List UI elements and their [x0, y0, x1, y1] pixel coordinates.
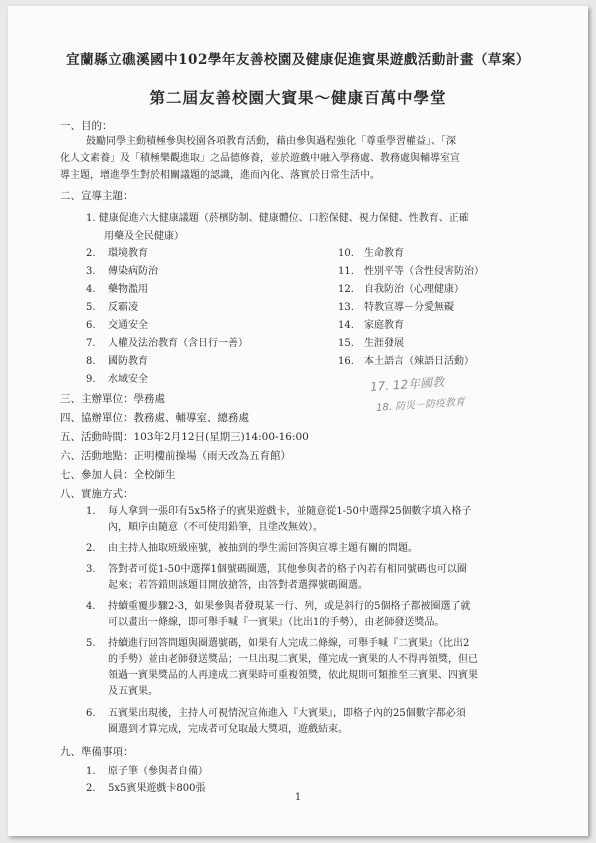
- method-step: 1. 每人拿到一張印有5x5格子的賓果遊戲卡，並隨意從1-50中選擇25個數字填入格子 內，順序由隨意（不可使用鉛筆，且塗改無效）。: [86, 506, 472, 533]
- section-purpose-heading: 一、目的：: [60, 120, 113, 132]
- co-organizer: 四、協辦單位：教務處、輔導室、總務處: [60, 412, 249, 424]
- method-step: 4. 持續重覆步驟2-3，如果參與者發現某一行、列，或是斜行的5個格子都被圈選了就 可以畫出一條線，即可舉手喊『一賓果』（比出1的手勢），由老師發送獎品。: [86, 601, 471, 628]
- method-step: 2. 由主持人抽取班級座號，被抽到的學生需回答與宣導主題有關的問題。: [86, 543, 418, 554]
- event-time: 五、活動時間：103年2月12日(星期三)14:00-16:00: [60, 431, 309, 443]
- section-method-heading: 八、實施方式：: [60, 488, 134, 500]
- event-location: 六、活動地點：正明樓前操場（雨天改為五育館）: [60, 450, 291, 462]
- purpose-line-1: 鼓勵同學主動積極參與校園各項教育活動，藉由參與過程強化「尊重學習權益」、「深: [86, 136, 456, 147]
- topic-item: 16. 本土語言（辣語日活動）: [338, 356, 474, 367]
- organizer: 三、主辦單位：學務處: [60, 393, 165, 405]
- topic-item: 10. 生命教育: [338, 248, 404, 259]
- document-page: [8, 6, 588, 836]
- topic-item: 4. 藥物濫用: [86, 284, 148, 295]
- topic-item: 3. 傳染病防治: [86, 266, 158, 277]
- topic-item: 11. 性別平等（含性侵害防治）: [338, 266, 484, 277]
- document-title: 宜蘭縣立礁溪國中102學年友善校園及健康促進賓果遊戲活動計畫（草案）: [66, 52, 530, 68]
- topic-item: 14. 家庭教育: [338, 320, 404, 331]
- purpose-line-2: 化人文素養」及「積極樂觀進取」之品德修養，並於遊戲中融入學務處、教務處與輔導室宣: [60, 153, 460, 164]
- topic-item: 15. 生涯發展: [338, 338, 404, 349]
- topic-item-1-cont: 用藥及全民健康）: [104, 231, 184, 242]
- topic-item-1: 1. 健康促進六大健康議題（菸檳防制、健康體位、口腔保健、視力保健、性教育、正確: [86, 213, 469, 224]
- purpose-line-3: 導主題，增進學生對於相關議題的認識，進而內化、落實於日常生活中。: [60, 170, 380, 181]
- topic-item: 2. 環境教育: [86, 248, 148, 259]
- section-topics-heading: 二、宣導主題：: [60, 190, 134, 202]
- topic-item: 9. 水域安全: [86, 374, 148, 385]
- preparation-item: 2. 5x5賓果遊戲卡800張: [86, 783, 206, 794]
- topic-item: 12. 自我防治（心理健康）: [338, 284, 464, 295]
- topic-item: 8. 國防教育: [86, 356, 148, 367]
- method-step: 3. 答對者可從1-50中選擇1個號碼圈選，其他參與者的格子內若有相同號碼也可以圈 起來；若答錯則該題目開放搶答，由答對者選擇號碼圈選。: [86, 564, 467, 591]
- handwritten-note-2: 18. 防災－防疫教育: [375, 396, 466, 414]
- topic-item: 7. 人權及法治教育（含日行一善）: [86, 338, 248, 349]
- method-step: 6. 五賓果出現後，主持人可視情況宣佈進入『大賓果』，即格子內的25個數字都必須 圈選到才算完成，完成者可兌取最大獎項，遊戲結束。: [86, 708, 466, 735]
- topic-item: 6. 交通安全: [86, 320, 148, 331]
- method-step: 5. 持續進行回答問題與圈選號碼，如果有人完成二條線，可舉手喊『二賓果』（比出2 的手勢）並由老師發送獎品；一旦出現二賓果，僅完成一賓果的人不得再領獎，但已 領過一賓果獎品的人再達成二賓果時可重複領獎，依此規則可類推至三賓果、四賓果 及五賓果。: [86, 638, 478, 697]
- handwritten-note-1: 17. 12年國教: [369, 374, 445, 394]
- preparation-item: 1. 原子筆（參與者自備）: [86, 766, 208, 777]
- topic-item: 13. 特教宣導－分愛無礙: [338, 302, 454, 313]
- event-subtitle: 第二屆友善校園大賓果～健康百萬中學堂: [149, 88, 447, 107]
- topic-item: 5. 反霸凌: [86, 302, 138, 313]
- section-preparation-heading: 九、準備事項：: [60, 746, 134, 758]
- participants: 七、參加人員：全校師生: [60, 469, 176, 481]
- page-number: 1: [294, 792, 302, 803]
